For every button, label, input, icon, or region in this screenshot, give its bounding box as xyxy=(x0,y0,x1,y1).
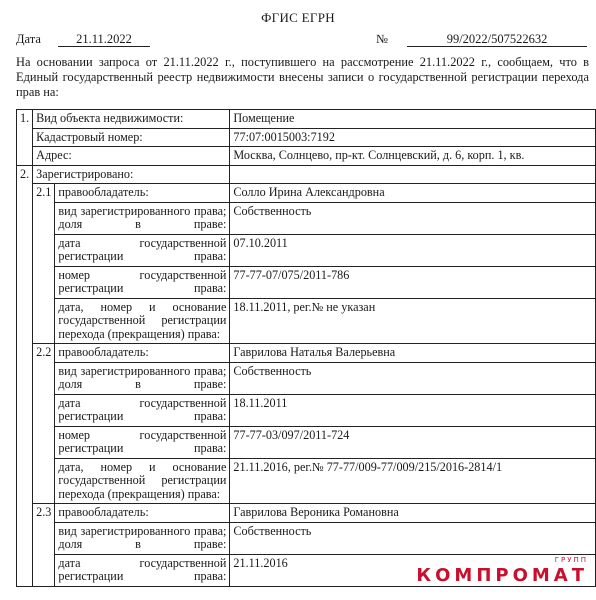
number-value: 99/2022/507522632 xyxy=(407,32,587,47)
field-label: номер государственной регистрации права: xyxy=(55,426,230,458)
table-row xyxy=(17,266,596,298)
field-value: Собственность xyxy=(230,362,596,394)
date-value: 21.11.2022 xyxy=(58,32,150,47)
date-label: Дата xyxy=(16,32,41,46)
table-row xyxy=(17,344,596,363)
field-value: Собственность xyxy=(230,522,596,554)
field-label: дата государственной регистрации права: xyxy=(55,554,230,586)
field-value: 18.11.2011, рег.№ не указан xyxy=(230,298,596,344)
subsection-number: 2.2 xyxy=(33,344,55,504)
date-line xyxy=(16,32,150,47)
table-row xyxy=(17,184,596,203)
field-label: вид зарегистрированного права; доля в праве: xyxy=(55,202,230,234)
field-value: 77-77-07/075/2011-786 xyxy=(230,266,596,298)
row-value: Москва, Солнцево, пр-кт. Солнцевский, д. 6, корп. 1, кв. xyxy=(230,147,596,166)
table-row xyxy=(17,234,596,266)
row-label: Вид объекта недвижимости: xyxy=(33,110,230,129)
holder-value: Гаврилова Наталья Валерьевна xyxy=(230,344,596,363)
row-value: Помещение xyxy=(230,110,596,129)
table-row xyxy=(17,426,596,458)
field-value: 21.11.2016, рег.№ 77-77/009-77/009/215/2016-2814/1 xyxy=(230,458,596,504)
field-label: дата государственной регистрации права: xyxy=(55,234,230,266)
table-row xyxy=(17,522,596,554)
field-label: вид зарегистрированного права; доля в праве: xyxy=(55,522,230,554)
holder-value: Солло Ирина Александровна xyxy=(230,184,596,203)
table-row xyxy=(17,128,596,147)
field-value: 21.11.2016 xyxy=(230,554,596,586)
table-row xyxy=(17,504,596,523)
document-title: ФГИС ЕГРН xyxy=(261,10,335,25)
watermark-logo xyxy=(416,556,588,586)
number-label: № xyxy=(376,32,388,46)
table-row xyxy=(17,394,596,426)
field-label: дата, номер и основание государственной регистрации перехода (прекращения) права: xyxy=(55,298,230,344)
table-row xyxy=(17,165,596,184)
watermark-small-text: ГРУПП xyxy=(554,556,588,564)
field-value: 77-77-03/097/2011-724 xyxy=(230,426,596,458)
field-label: дата государственной регистрации права: xyxy=(55,394,230,426)
holder-value: Гаврилова Вероника Романовна xyxy=(230,504,596,523)
table-row xyxy=(17,110,596,129)
table-row xyxy=(17,298,596,344)
field-value: 18.11.2011 xyxy=(230,394,596,426)
intro-paragraph: На основании запроса от 21.11.2022 г., поступившего на рассмотрение 21.11.2022 г., сообщаем, что в Единый государственный реестр недвижимости внесены записи о государственной регистрации перехода прав на: xyxy=(16,55,589,99)
holder-label: правообладатель: xyxy=(55,504,230,523)
holder-label: правообладатель: xyxy=(55,184,230,203)
field-label: дата, номер и основание государственной регистрации перехода (прекращения) права: xyxy=(55,458,230,504)
table-row xyxy=(17,362,596,394)
row-value: 77:07:0015003:7192 xyxy=(230,128,596,147)
table-row xyxy=(17,458,596,504)
table-row xyxy=(17,202,596,234)
field-label: номер государственной регистрации права: xyxy=(55,266,230,298)
table-row xyxy=(17,147,596,166)
subsection-number: 2.3 xyxy=(33,504,55,587)
row-label: Кадастровый номер: xyxy=(33,128,230,147)
field-value: Собственность xyxy=(230,202,596,234)
row-label: Зарегистрировано: xyxy=(33,165,230,184)
registration-table xyxy=(16,109,596,587)
field-value: 07.10.2011 xyxy=(230,234,596,266)
row-label: Адрес: xyxy=(33,147,230,166)
subsection-number: 2.1 xyxy=(33,184,55,344)
section-number: 2. xyxy=(17,165,33,586)
field-label: вид зарегистрированного права; доля в праве: xyxy=(55,362,230,394)
number-line xyxy=(376,32,587,47)
section-number: 1. xyxy=(17,110,33,166)
holder-label: правообладатель: xyxy=(55,344,230,363)
watermark-text: КОМПРОМАТ xyxy=(416,565,588,586)
